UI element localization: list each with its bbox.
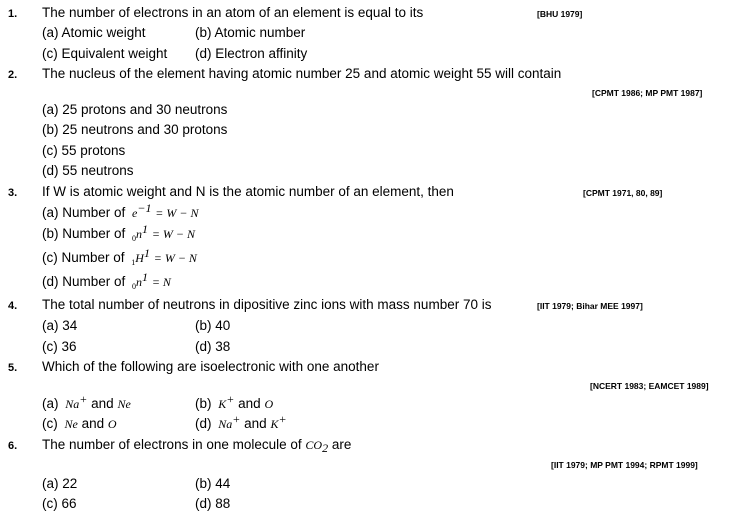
option-c[interactable]: (c) 55 protons — [42, 143, 126, 158]
mass-superscript: 1 — [143, 246, 150, 260]
option-c[interactable]: (c) 66 — [42, 496, 77, 511]
question-reference: [CPMT 1986; MP PMT 1987] — [592, 88, 703, 98]
option-b[interactable]: (b) 40 — [195, 318, 231, 333]
question-number: 5. — [8, 362, 18, 374]
question-reference: [IIT 1979; Bihar MEE 1997] — [537, 301, 643, 311]
question-text: If W is atomic weight and N is the atomic number of an element, then — [42, 184, 454, 199]
conjunction: and — [238, 396, 261, 411]
question-number: 2. — [8, 69, 18, 81]
carbon-dioxide-formula: CO — [305, 438, 323, 452]
question-text: The total number of neutrons in dipositive zinc ions with mass number 70 is — [42, 297, 492, 312]
option-a[interactable] — [42, 201, 199, 221]
option-a[interactable]: (a) 25 protons and 30 neutrons — [42, 102, 228, 117]
option-label: (d) — [195, 416, 212, 431]
question-number: 1. — [8, 8, 18, 20]
option-a[interactable]: (a) 22 — [42, 476, 78, 491]
question-text — [42, 437, 351, 453]
option-label: (d) Number of — [42, 274, 126, 289]
question-text: Which of the following are isoelectronic with one another — [42, 359, 379, 374]
mass-superscript: 1 — [142, 270, 149, 284]
option-d[interactable]: (d) 55 neutrons — [42, 163, 134, 178]
question-text: The number of electrons in an atom of an element is equal to its — [42, 5, 424, 20]
charge-superscript: + — [232, 412, 241, 426]
hydrogen-symbol: H — [135, 251, 144, 265]
conjunction: and — [81, 416, 105, 431]
neutron-symbol: n — [136, 275, 143, 289]
question-reference: [NCERT 1983; EAMCET 1989] — [590, 381, 709, 391]
option-b[interactable] — [195, 392, 274, 412]
conjunction: and — [244, 416, 267, 431]
sodium-ion-symbol: Na — [65, 397, 80, 411]
equation-rhs: = W − N — [155, 206, 199, 220]
question-text-before: The number of electrons in one molecule of — [42, 437, 302, 452]
option-c[interactable] — [42, 416, 117, 432]
question-number: 4. — [8, 300, 18, 312]
option-b[interactable]: (b) 25 neutrons and 30 protons — [42, 122, 228, 137]
option-d[interactable] — [195, 412, 287, 432]
option-c[interactable] — [42, 246, 197, 267]
atomic-number-prescript: 0 — [132, 234, 137, 243]
question-number: 6. — [8, 440, 18, 452]
electron-symbol: e — [132, 206, 138, 220]
oxygen-symbol: O — [107, 417, 117, 431]
option-d[interactable] — [42, 270, 171, 291]
formula-subscript: 2 — [322, 441, 329, 455]
sodium-ion-symbol: Na — [218, 417, 233, 431]
option-b[interactable]: (b) Atomic number — [195, 25, 306, 40]
option-a[interactable]: (a) 34 — [42, 318, 78, 333]
potassium-ion-symbol: K — [218, 397, 227, 411]
charge-superscript: + — [226, 392, 235, 406]
option-label: (c) — [42, 416, 58, 431]
option-a[interactable]: (a) Atomic weight — [42, 25, 146, 40]
potassium-ion-symbol: K — [270, 417, 279, 431]
option-b[interactable]: (b) 44 — [195, 476, 231, 491]
option-label: (a) — [42, 396, 59, 411]
question-reference: [BHU 1979] — [537, 9, 583, 19]
option-label: (a) Number of — [42, 205, 126, 220]
option-a[interactable] — [42, 392, 131, 412]
neon-symbol: Ne — [64, 417, 78, 431]
question-text-after: are — [331, 437, 352, 452]
mass-superscript: 1 — [142, 222, 149, 236]
oxygen-symbol: O — [264, 397, 274, 411]
option-c[interactable]: (c) 36 — [42, 339, 77, 354]
charge-superscript: −1 — [137, 201, 152, 215]
question-number: 3. — [8, 187, 18, 199]
option-label: (b) Number of — [42, 226, 126, 241]
option-c[interactable]: (c) Equivalent weight — [42, 46, 168, 61]
conjunction: and — [91, 396, 114, 411]
atomic-number-prescript: 1 — [131, 258, 136, 267]
option-b[interactable] — [42, 222, 196, 243]
question-text: The nucleus of the element having atomic number 25 and atomic weight 55 will contain — [42, 66, 562, 81]
neon-symbol: Ne — [117, 397, 131, 411]
equation-rhs: = W − N — [151, 227, 196, 241]
charge-superscript: + — [278, 412, 287, 426]
question-reference: [CPMT 1971, 80, 89] — [583, 188, 663, 198]
option-d[interactable]: (d) 38 — [195, 339, 231, 354]
neutron-symbol: n — [136, 227, 143, 241]
option-d[interactable]: (d) Electron affinity — [195, 46, 308, 61]
equation-rhs: = N — [151, 275, 171, 289]
atomic-number-prescript: 0 — [132, 282, 137, 291]
option-label: (c) Number of — [42, 250, 125, 265]
equation-rhs: = W − N — [153, 251, 197, 265]
option-d[interactable]: (d) 88 — [195, 496, 231, 511]
option-label: (b) — [195, 396, 212, 411]
question-reference: [IIT 1979; MP PMT 1994; RPMT 1999] — [551, 460, 698, 470]
charge-superscript: + — [79, 392, 88, 406]
